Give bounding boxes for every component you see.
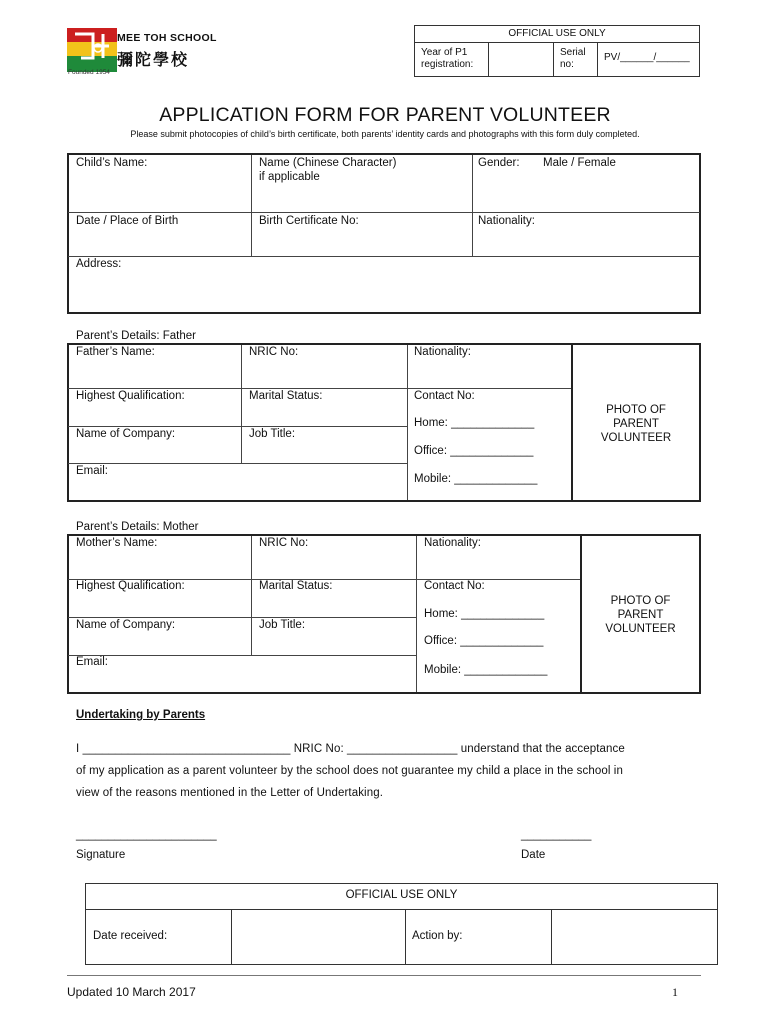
mother-mobile-field[interactable]: Mobile: _____________ (424, 664, 548, 676)
father-photo-box[interactable] (573, 403, 699, 445)
address-label: Address: (76, 258, 122, 270)
divider (86, 909, 717, 910)
child-details-table (67, 153, 701, 314)
divider (472, 155, 473, 256)
gender-options[interactable]: Male / Female (543, 157, 616, 169)
official-use-top-title: OFFICIAL USE ONLY (415, 26, 699, 43)
undertaking-line-2: of my application as a parent volunteer by the school does not guarantee my child a place in the school in (76, 765, 623, 777)
divider (68, 617, 416, 618)
gender-label: Gender: (478, 157, 520, 169)
year-of-p1-field[interactable] (489, 43, 554, 76)
father-qualification-label: Highest Qualification: (76, 390, 185, 402)
father-company-label: Name of Company: (76, 428, 176, 440)
father-job-label: Job Title: (249, 428, 296, 440)
divider (241, 345, 242, 463)
mother-nric-label: NRIC No: (259, 537, 309, 549)
chinese-name-label: Name (Chinese Character) (259, 157, 397, 169)
undertaking-line-3: view of the reasons mentioned in the Letter of Undertaking. (76, 787, 383, 799)
divider (68, 426, 407, 427)
date-line[interactable]: ___________ (521, 829, 592, 841)
mother-nationality-label: Nationality: (424, 537, 481, 549)
mother-office-field[interactable]: Office: _____________ (424, 635, 544, 647)
official-use-bottom-title: OFFICIAL USE ONLY (345, 889, 458, 901)
divider (416, 536, 417, 692)
child-nationality-label: Nationality: (478, 215, 535, 227)
father-marital-label: Marital Status: (249, 390, 323, 402)
chinese-name-sub-label: if applicable (259, 171, 320, 183)
birth-certificate-label: Birth Certificate No: (259, 215, 359, 227)
mother-job-label: Job Title: (259, 619, 306, 631)
mother-name-label: Mother’s Name: (76, 537, 158, 549)
father-home-field[interactable]: Home: _____________ (414, 417, 535, 429)
father-section-label: Parent’s Details: Father (76, 330, 196, 342)
action-by-label: Action by: (412, 930, 463, 942)
divider (551, 909, 552, 964)
footer-divider (67, 975, 701, 976)
divider (68, 256, 700, 257)
date-received-label: Date received: (93, 930, 168, 942)
signature-line[interactable]: ______________________ (76, 829, 217, 841)
page-number: 1 (672, 985, 678, 999)
divider (68, 463, 407, 464)
mother-email-label: Email: (76, 656, 108, 668)
photo-label-line: PARENT (617, 609, 664, 621)
father-name-label: Father’s Name: (76, 346, 155, 358)
school-name: MEE TOH SCHOOL (117, 32, 217, 44)
form-title: APPLICATION FORM FOR PARENT VOLUNTEER (159, 104, 611, 126)
undertaking-line-1[interactable]: I ________________________________ NRIC No: _________________ understand that the acceptance (76, 743, 625, 755)
school-chinese-name: 彌陀學校 (117, 50, 190, 69)
photo-label-line: PARENT (613, 418, 659, 430)
mother-marital-label: Marital Status: (259, 580, 333, 592)
divider (68, 212, 700, 213)
photo-label-line: PHOTO OF (606, 404, 666, 416)
form-instructions: Please submit photocopies of child’s birth certificate, both parents’ identity cards and photographs with this form duly completed. (130, 129, 640, 139)
undertaking-title: Undertaking by Parents (76, 709, 206, 721)
mother-section-label: Parent’s Details: Mother (76, 521, 199, 533)
photo-label-line: VOLUNTEER (605, 623, 676, 635)
footer-updated: Updated 10 March 2017 (67, 985, 196, 999)
serial-no-label: Serial no: (554, 43, 598, 76)
mother-qualification-label: Highest Qualification: (76, 580, 185, 592)
child-name-label: Child’s Name: (76, 157, 148, 169)
divider (405, 909, 406, 964)
divider (251, 536, 252, 655)
father-contact-label: Contact No: (414, 390, 475, 402)
photo-label-line: VOLUNTEER (600, 432, 672, 444)
pv-number-field[interactable]: PV/______/______ (604, 52, 690, 63)
father-office-field[interactable]: Office: _____________ (414, 445, 534, 457)
father-mobile-field[interactable]: Mobile: _____________ (414, 473, 538, 485)
date-label: Date (521, 849, 546, 861)
signature-label: Signature (76, 849, 126, 861)
father-email-label: Email: (76, 465, 108, 477)
photo-label-line: PHOTO OF (610, 595, 671, 607)
mother-home-field[interactable]: Home: _____________ (424, 608, 545, 620)
divider (68, 655, 416, 656)
official-use-top-box (414, 25, 700, 77)
school-founded: Founded 1954 (68, 69, 110, 76)
father-nric-label: NRIC No: (249, 346, 299, 358)
father-nationality-label: Nationality: (414, 346, 471, 358)
year-of-p1-label: Year of P1 registration: (415, 43, 489, 76)
date-place-of-birth-label: Date / Place of Birth (76, 215, 179, 227)
mother-contact-label: Contact No: (424, 580, 485, 592)
mother-company-label: Name of Company: (76, 619, 176, 631)
mother-photo-box[interactable] (582, 594, 699, 636)
divider (231, 909, 232, 964)
divider (407, 345, 408, 500)
divider (68, 388, 571, 389)
divider (251, 155, 252, 256)
